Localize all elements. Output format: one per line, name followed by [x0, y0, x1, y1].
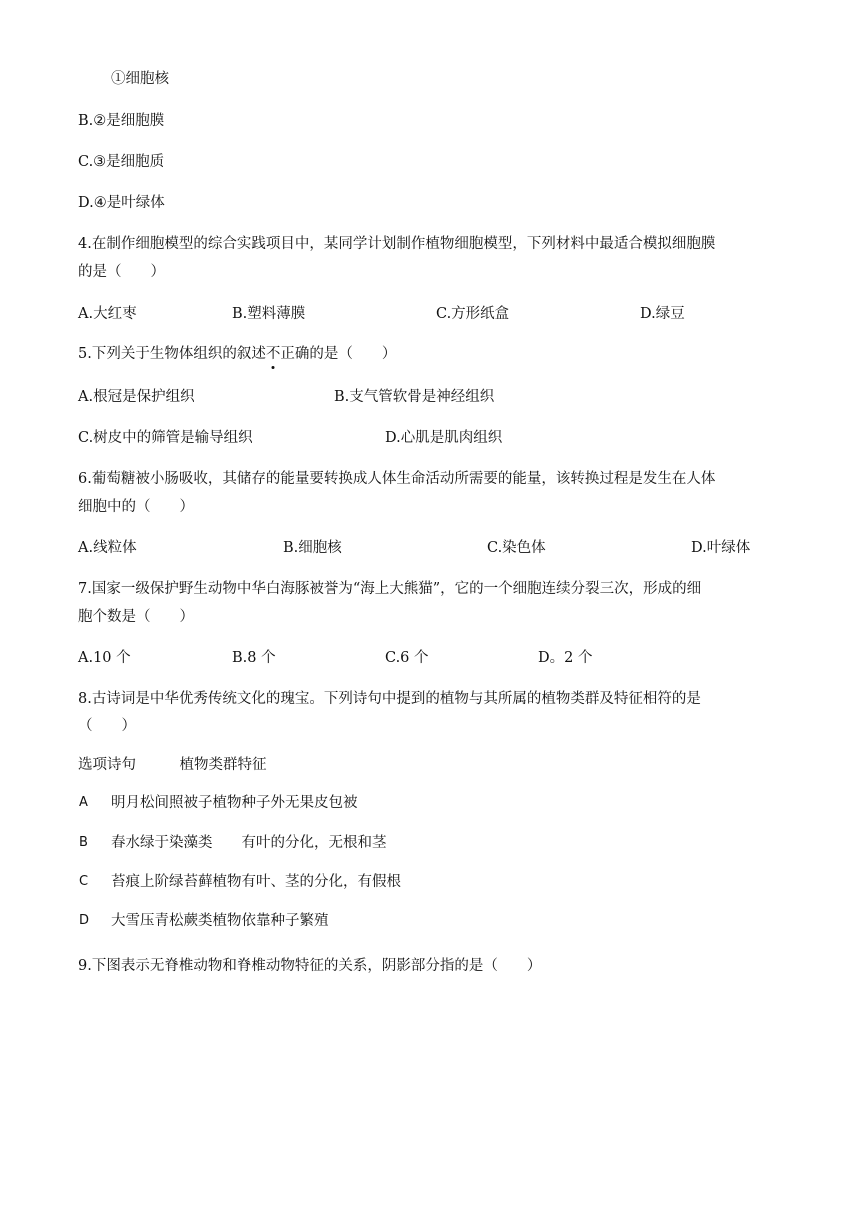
- q8-row-key: D: [79, 913, 90, 928]
- q6-option-b: B.细胞核: [283, 540, 342, 556]
- q7-option-b: B.8 个: [232, 650, 276, 666]
- q3-option-d: D.④是叶绿体: [78, 195, 165, 211]
- q5-option-a: A.根冠是保护组织: [78, 389, 195, 405]
- q5-stem: [78, 344, 396, 364]
- q8-row-text: 明月松间照被子植物种子外无果皮包被: [111, 795, 358, 811]
- q5-option-b: B.支气管软骨是神经组织: [334, 389, 495, 405]
- q8-row-key: A: [79, 795, 88, 810]
- q5-stem-before: 5.下列关于生物体组织的叙述: [78, 346, 266, 362]
- q9-stem: 9.下图表示无脊椎动物和脊椎动物特征的关系，阴影部分指的是（ ）: [78, 958, 542, 974]
- q6-option-d: D.叶绿体: [691, 540, 751, 556]
- q6-stem-line2: 细胞中的（ ）: [78, 499, 194, 515]
- q7-option-a: A.10 个: [78, 650, 131, 666]
- q7-stem-line1: 7.国家一级保护野生动物中华白海豚被誉为“海上大熊猫”，它的一个细胞连续分裂三次，形成的细: [78, 581, 702, 597]
- q8-table-header: 选项诗句 植物类群特征: [78, 757, 267, 773]
- q3-option-a-continuation: ①细胞核: [111, 71, 169, 87]
- q4-option-a: A.大红枣: [78, 306, 137, 322]
- q5-option-d: D.心肌是肌肉组织: [385, 430, 503, 446]
- q8-row-text: 大雪压青松蕨类植物依靠种子繁殖: [111, 913, 329, 929]
- q8-row-text: 苔痕上阶绿苔藓植物有叶、茎的分化，有假根: [111, 874, 401, 890]
- q5-option-c: C.树皮中的筛管是输导组织: [78, 430, 253, 446]
- q8-row-text: 春水绿于染藻类 有叶的分化，无根和茎: [111, 835, 387, 851]
- q8-stem-line1: 8.古诗词是中华优秀传统文化的瑰宝。下列诗句中提到的植物与其所属的植物类群及特征相符的是: [78, 691, 701, 707]
- q3-option-b: B.②是细胞膜: [78, 113, 165, 129]
- q4-option-d: D.绿豆: [640, 306, 685, 322]
- q7-stem-line2: 胞个数是（ ）: [78, 609, 194, 625]
- q3-option-c: C.③是细胞质: [78, 154, 165, 170]
- q8-row-key: B: [79, 835, 88, 850]
- q6-option-a: A.线粒体: [78, 540, 137, 556]
- q8-stem-line2: （ ）: [78, 718, 136, 734]
- q4-stem-line2: 的是（ ）: [78, 264, 165, 280]
- q4-option-b: B.塑料薄膜: [232, 306, 306, 322]
- q6-option-c: C.染色体: [487, 540, 546, 556]
- q4-stem-line1: 4.在制作细胞模型的综合实践项目中，某同学计划制作植物细胞模型，下列材料中最适合模拟细胞膜: [78, 236, 716, 252]
- q5-stem-emphasis: 不: [265, 346, 281, 362]
- q7-option-c: C.6 个: [385, 650, 429, 666]
- q4-option-c: C.方形纸盒: [436, 306, 510, 322]
- q6-stem-line1: 6.葡萄糖被小肠吸收，其储存的能量要转换成人体生命活动所需要的能量，该转换过程是发生在人体: [78, 471, 716, 487]
- q8-row-key: C: [79, 874, 89, 889]
- q5-stem-after: 正确的是（ ）: [280, 346, 397, 362]
- q7-option-d: D。2 个: [538, 650, 593, 666]
